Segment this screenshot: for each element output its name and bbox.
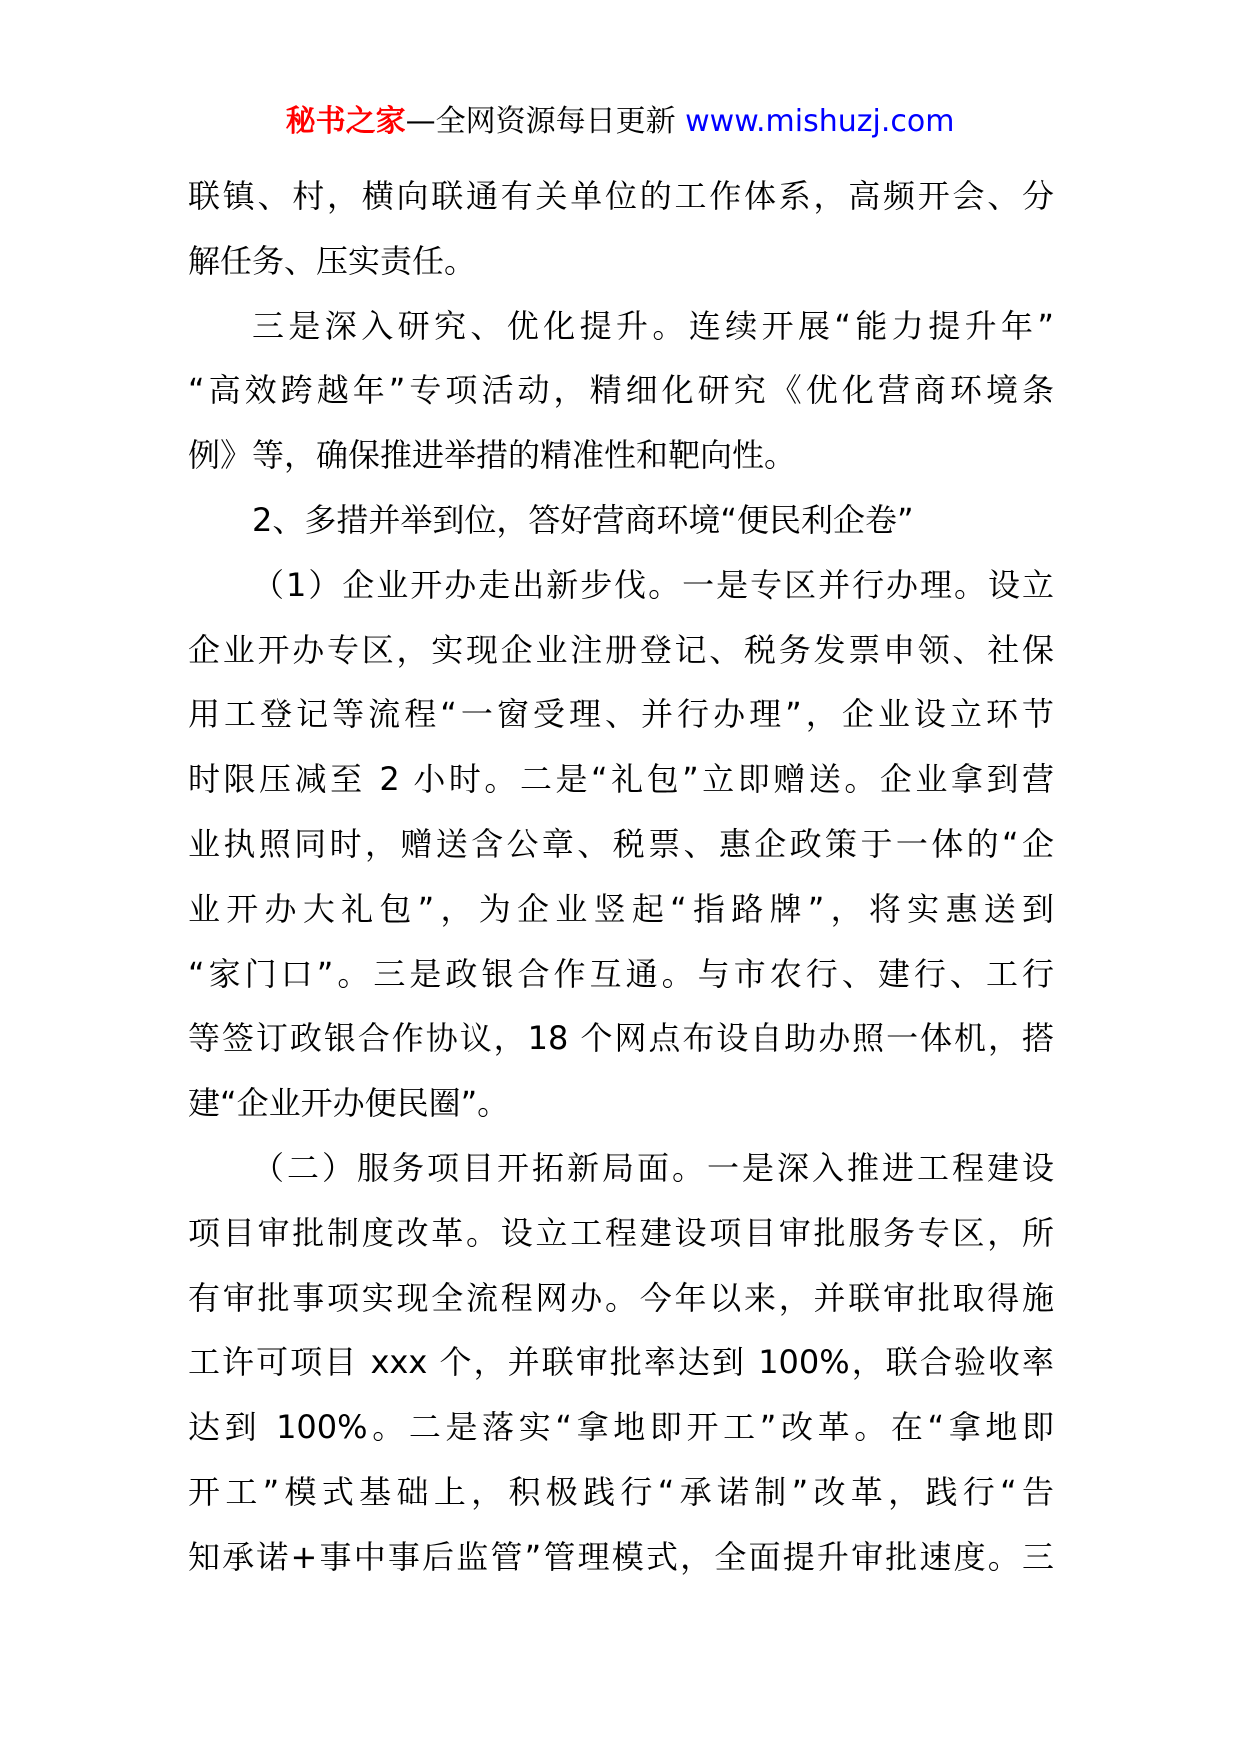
body-line: 用工登记等流程“一窗受理、并行办理”，企业设立环节 (188, 695, 1054, 734)
body-line: 例》等，确保推进举措的精准性和靶向性。 (188, 436, 797, 475)
body-line: 开工”模式基础上，积极践行“承诺制”改革，践行“告 (188, 1472, 1054, 1511)
body-line: 等签订政银合作协议，18 个网点布设自助办照一体机，搭 (188, 1019, 1054, 1058)
body-line: 三是深入研究、优化提升。连续开展“能力提升年” (252, 306, 1054, 345)
body-line: “家门口”。三是政银合作互通。与市农行、建行、工行 (188, 954, 1054, 993)
body-line: 有审批事项实现全流程网办。今年以来，并联审批取得施 (188, 1278, 1054, 1317)
body-line: 时限压减至 2 小时。二是“礼包”立即赠送。企业拿到营 (188, 760, 1054, 799)
page-header (0, 100, 1240, 144)
section-heading: 2、多措并举到位，答好营商环境“便民利企卷” (252, 500, 914, 539)
body-line: 企业开办专区，实现企业注册登记、税务发票申领、社保 (188, 630, 1054, 669)
body-line: （1）企业开办走出新步伐。一是专区并行办理。设立 (252, 565, 1054, 604)
header-url-link[interactable]: www.mishuzj.com (685, 104, 955, 139)
body-line: 达到 100%。二是落实“拿地即开工”改革。在“拿地即 (188, 1408, 1054, 1447)
header-brand: 秘书之家 (285, 104, 406, 139)
body-line: 知承诺+事中事后监管”管理模式，全面提升审批速度。三 (188, 1537, 1054, 1576)
body-line: （二）服务项目开拓新局面。一是深入推进工程建设 (252, 1148, 1054, 1187)
body-line: 业执照同时，赠送含公章、税票、惠企政策于一体的“企 (188, 824, 1054, 863)
body-line: 项目审批制度改革。设立工程建设项目审批服务专区，所 (188, 1213, 1054, 1252)
body-line: “高效跨越年”专项活动，精细化研究《优化营商环境条 (188, 371, 1054, 410)
header-tagline: —全网资源每日更新 (405, 104, 686, 139)
body-line: 工许可项目 xxx 个，并联审批率达到 100%，联合验收率 (188, 1343, 1054, 1382)
document-body (188, 164, 1054, 1590)
body-line: 联镇、村，横向联通有关单位的工作体系，高频开会、分 (188, 177, 1054, 215)
body-line: 业开办大礼包”，为企业竖起“指路牌”，将实惠送到 (188, 889, 1054, 928)
body-line: 解任务、压实责任。 (188, 241, 477, 280)
body-line: 建“企业开办便民圈”。 (188, 1084, 510, 1123)
